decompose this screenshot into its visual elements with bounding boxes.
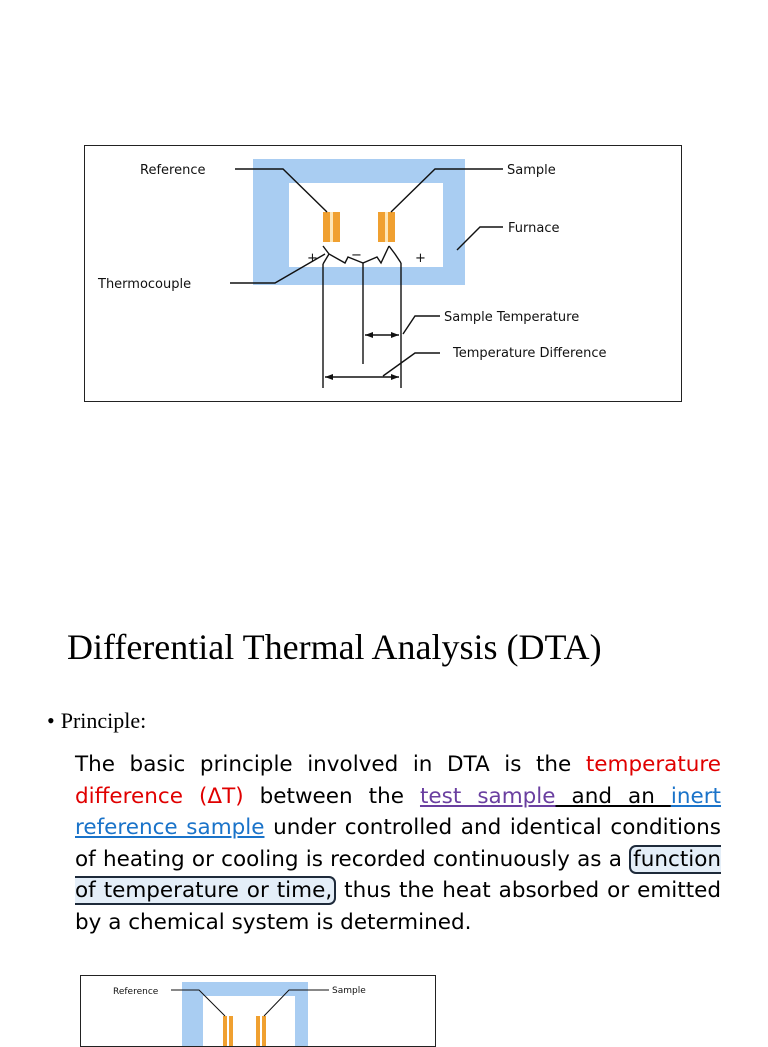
paragraph-text-2: between the xyxy=(243,783,420,809)
test-sample-link[interactable]: test sample xyxy=(419,783,556,809)
reference-crucible xyxy=(323,212,340,242)
temperature-difference-highlight: temperature difference (ΔT) xyxy=(75,752,721,809)
plus-left-label: + xyxy=(307,251,318,266)
bullet-principle xyxy=(47,708,146,734)
sample-label-small: Sample xyxy=(332,986,366,996)
function-highlight-box: function of temperature or time, xyxy=(75,846,721,903)
furnace-chamber-small xyxy=(203,996,295,1046)
paragraph-text-5: thus the heat absorbed or emitted by a chemical system is determined. xyxy=(75,878,721,935)
bullet-dot: • xyxy=(47,708,55,733)
bullet-label: Principle: xyxy=(60,708,147,733)
sample-crucible xyxy=(378,212,395,242)
dta-diagram-svg xyxy=(85,146,681,401)
dta-diagram-small xyxy=(80,975,436,1047)
minus-label: − xyxy=(351,248,362,263)
dta-diagram xyxy=(84,145,682,402)
principle-paragraph xyxy=(75,749,721,938)
page-title: Differential Thermal Analysis (DTA) xyxy=(67,627,602,667)
temperature-difference-label: Temperature Difference xyxy=(453,346,607,361)
sample-temperature-label: Sample Temperature xyxy=(444,310,580,325)
reference-label: Reference xyxy=(140,163,206,178)
reference-label-small: Reference xyxy=(113,987,159,997)
furnace-label: Furnace xyxy=(508,221,560,236)
sample-label: Sample xyxy=(507,163,556,178)
paragraph-text-3: and an xyxy=(555,783,671,809)
paragraph-text-1: The basic principle involved in DTA is the xyxy=(75,752,586,777)
dta-diagram-small-svg xyxy=(81,976,435,1046)
plus-right-label: + xyxy=(415,251,426,266)
paragraph-text-4: under controlled and identical conditions of heating or cooling is recorded continuously as a xyxy=(75,815,721,872)
inert-reference-sample-link[interactable]: inert reference sample xyxy=(75,783,721,840)
thermocouple-label: Thermocouple xyxy=(98,277,192,292)
